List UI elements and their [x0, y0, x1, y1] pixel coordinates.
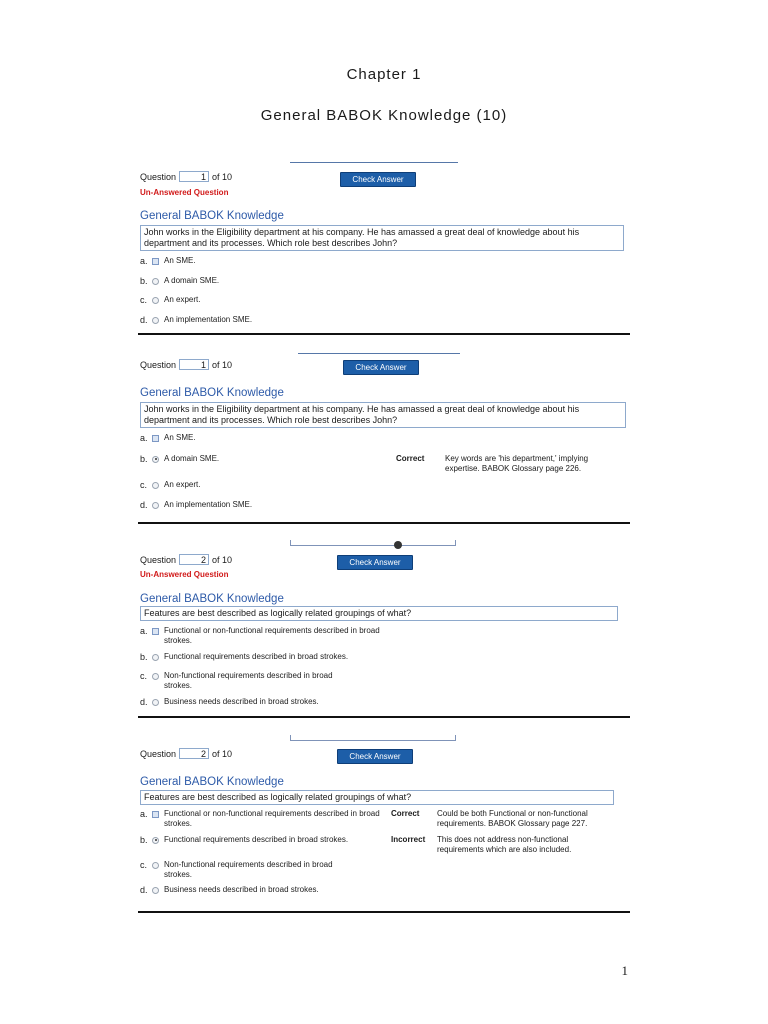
unanswered-status: Un-Answered Question: [140, 188, 229, 197]
question-total: of 10: [212, 748, 233, 759]
feedback-label: Incorrect: [391, 835, 426, 844]
option-text: Functional or non-functional requirements described in broad strokes.: [164, 809, 380, 828]
feedback-text: Could be both Functional or non-functional requirements. BABOK Glossary page 227.: [437, 809, 588, 828]
question-number-input[interactable]: 1: [179, 359, 209, 370]
option-radio-selected[interactable]: [152, 456, 159, 463]
option-text: A domain SME.: [164, 276, 220, 285]
option-text: An implementation SME.: [164, 315, 253, 324]
option-b[interactable]: [140, 835, 348, 845]
option-c[interactable]: [140, 671, 354, 691]
option-a[interactable]: [140, 256, 196, 266]
question-counter: [140, 748, 232, 759]
option-text: An expert.: [164, 295, 201, 304]
question-block-2: [138, 350, 630, 530]
section-heading: General BABOK Knowledge: [140, 387, 284, 399]
option-letter: a.: [140, 809, 148, 819]
option-radio[interactable]: [152, 482, 159, 489]
option-radio[interactable]: [152, 502, 159, 509]
option-letter: c.: [140, 860, 148, 870]
option-radio[interactable]: [152, 317, 159, 324]
option-checkbox[interactable]: [152, 258, 159, 265]
option-letter: d.: [140, 500, 148, 510]
option-letter: a.: [140, 433, 148, 443]
block-divider: [138, 911, 630, 913]
feedback-text: Key words are 'his department,' implying expertise. BABOK Glossary page 226.: [445, 454, 589, 473]
option-text: Non-functional requirements described in broad strokes.: [164, 671, 333, 690]
question-counter: [140, 554, 232, 565]
section-heading: General BABOK Knowledge: [140, 776, 284, 788]
question-label: Question: [140, 748, 177, 759]
option-radio[interactable]: [152, 699, 159, 706]
dropdown-arrow-icon[interactable]: [394, 541, 402, 549]
feedback-label: Correct: [391, 809, 420, 818]
option-checkbox[interactable]: [152, 628, 159, 635]
option-c[interactable]: [140, 480, 200, 490]
question-total: of 10: [212, 171, 233, 182]
option-radio[interactable]: [152, 278, 159, 285]
option-letter: b.: [140, 454, 148, 464]
option-text: An expert.: [164, 480, 201, 489]
option-letter: b.: [140, 276, 148, 286]
option-checkbox[interactable]: [152, 811, 159, 818]
option-letter: b.: [140, 835, 148, 845]
option-letter: d.: [140, 697, 148, 707]
option-radio[interactable]: [152, 654, 159, 661]
question-counter: [140, 171, 232, 182]
option-letter: c.: [140, 671, 148, 681]
panel-top-frame: [290, 540, 456, 546]
option-text: An implementation SME.: [164, 500, 253, 509]
option-d[interactable]: [140, 500, 252, 510]
question-total: of 10: [212, 359, 233, 370]
feedback-label: Correct: [396, 454, 425, 463]
option-b[interactable]: [140, 276, 219, 286]
question-counter: [140, 359, 232, 370]
question-block-1: [138, 160, 630, 340]
section-heading: General BABOK Knowledge: [140, 210, 284, 222]
option-a[interactable]: [140, 433, 196, 443]
option-letter: c.: [140, 295, 148, 305]
option-d[interactable]: [140, 885, 319, 895]
panel-top-frame: [290, 735, 456, 741]
option-letter: d.: [140, 885, 148, 895]
option-text: Business needs described in broad strokes.: [164, 697, 319, 706]
block-divider: [138, 333, 630, 335]
question-text: Features are best described as logically related groupings of what?: [140, 606, 618, 621]
option-letter: a.: [140, 256, 148, 266]
option-text: Functional or non-functional requirements described in broad strokes.: [164, 626, 380, 645]
unanswered-status: Un-Answered Question: [140, 570, 229, 579]
check-answer-button[interactable]: Check Answer: [337, 555, 413, 570]
panel-top-line: [290, 162, 458, 163]
block-divider: [138, 716, 630, 718]
question-number-input[interactable]: 2: [179, 554, 209, 565]
option-letter: c.: [140, 480, 148, 490]
option-radio[interactable]: [152, 673, 159, 680]
check-answer-button[interactable]: Check Answer: [343, 360, 419, 375]
option-c[interactable]: [140, 860, 354, 880]
feedback-text: This does not address non-functional requirements which are also included.: [437, 835, 572, 854]
option-radio-selected[interactable]: [152, 837, 159, 844]
check-answer-button[interactable]: Check Answer: [337, 749, 413, 764]
question-total: of 10: [212, 554, 233, 565]
option-radio[interactable]: [152, 887, 159, 894]
option-text: Functional requirements described in broad strokes.: [164, 652, 349, 661]
option-text: Business needs described in broad strokes.: [164, 885, 319, 894]
question-number-input[interactable]: 1: [179, 171, 209, 182]
question-text: John works in the Eligibility department at his company. He has amassed a great deal of knowledge about his department and its processes. Which role best describes John?: [140, 225, 624, 251]
option-c[interactable]: [140, 295, 200, 305]
question-text: John works in the Eligibility department at his company. He has amassed a great deal of knowledge about his department and its processes. Which role best describes John?: [140, 402, 626, 428]
option-text: An SME.: [164, 256, 196, 265]
question-label: Question: [140, 359, 177, 370]
option-radio[interactable]: [152, 862, 159, 869]
block-divider: [138, 522, 630, 524]
option-letter: a.: [140, 626, 148, 636]
chapter-title: Chapter 1: [346, 66, 422, 83]
panel-top-line: [298, 353, 460, 354]
page-subtitle: General BABOK Knowledge (10): [260, 107, 508, 124]
option-d[interactable]: [140, 315, 252, 325]
option-text: Non-functional requirements described in broad strokes.: [164, 860, 333, 879]
option-text: Functional requirements described in broad strokes.: [164, 835, 349, 844]
option-letter: d.: [140, 315, 148, 325]
option-a[interactable]: [140, 809, 380, 829]
option-text: An SME.: [164, 433, 196, 442]
section-heading: General BABOK Knowledge: [140, 593, 284, 605]
page-number: 1: [621, 963, 628, 978]
question-label: Question: [140, 171, 177, 182]
option-checkbox[interactable]: [152, 435, 159, 442]
option-b[interactable]: [140, 652, 348, 662]
option-radio[interactable]: [152, 297, 159, 304]
option-a[interactable]: [140, 626, 384, 646]
question-label: Question: [140, 554, 177, 565]
question-text: Features are best described as logically related groupings of what?: [140, 790, 614, 805]
question-block-3: [138, 540, 630, 720]
option-text: A domain SME.: [164, 454, 220, 463]
question-block-4: [138, 735, 630, 920]
option-b[interactable]: [140, 454, 219, 464]
check-answer-button[interactable]: Check Answer: [340, 172, 416, 187]
question-number-input[interactable]: 2: [179, 748, 209, 759]
option-d[interactable]: [140, 697, 319, 707]
option-letter: b.: [140, 652, 148, 662]
